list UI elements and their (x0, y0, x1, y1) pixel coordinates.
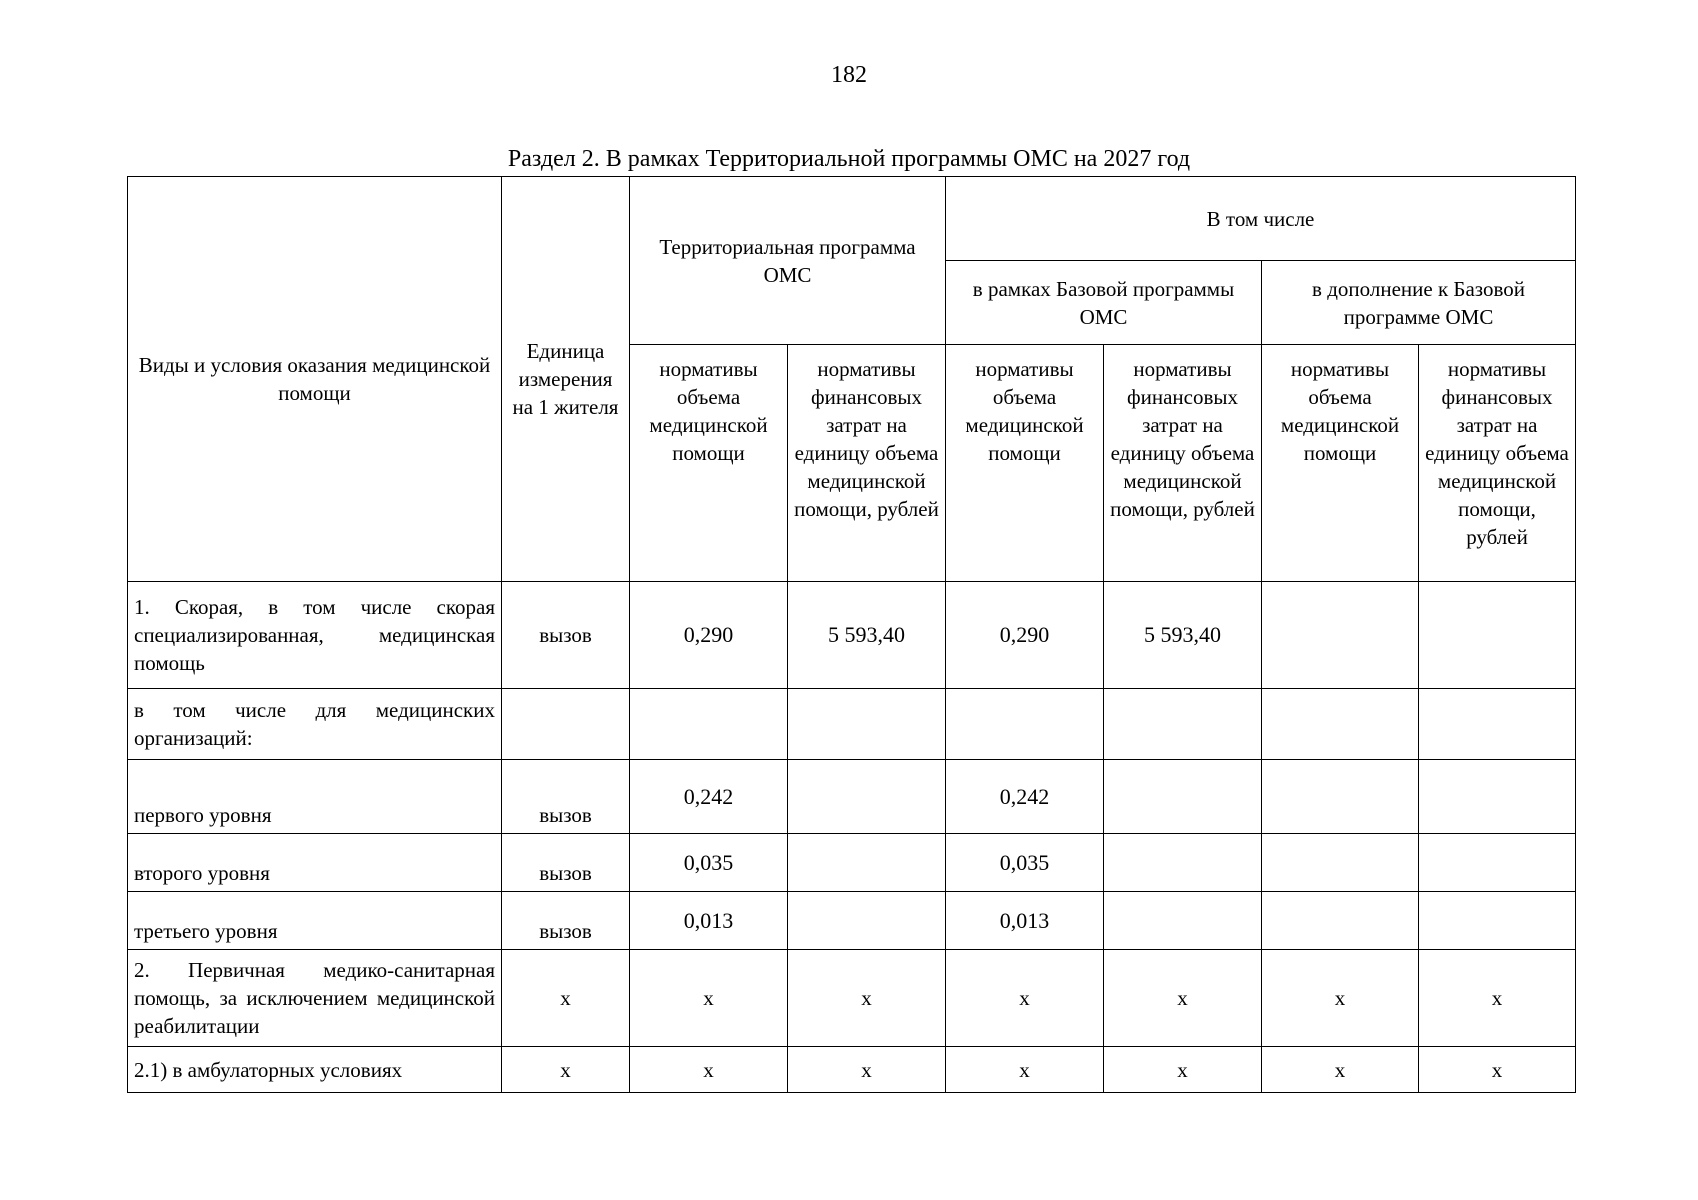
norms-table (127, 176, 1576, 1093)
add-volume-cell (1262, 582, 1419, 689)
row-label: 2. Первичная медико-санитарная помощь, за исключением медицинской реабилитации (128, 950, 502, 1047)
header-terr-volume: нормативы объема медицинской помощи (630, 345, 788, 582)
basic-volume-cell: 0,290 (946, 582, 1104, 689)
table-row (128, 834, 1576, 892)
add-cost-cell (1419, 689, 1576, 760)
table-row (128, 760, 1576, 834)
row-unit: вызов (502, 892, 630, 950)
basic-cost-cell (1104, 689, 1262, 760)
row-unit: х (502, 1047, 630, 1093)
header-add-volume: нормативы объема медицинской помощи (1262, 345, 1419, 582)
header-including: В том числе (946, 177, 1576, 261)
row-unit: вызов (502, 834, 630, 892)
table-row (128, 582, 1576, 689)
row-label: в том числе для медицинских организаций: (128, 689, 502, 760)
header-unit: Единица измерения на 1 жителя (502, 177, 630, 582)
header-basic-cost: нормативы финансовых затрат на единицу объема медицинской помощи, рублей (1104, 345, 1262, 582)
row-unit: х (502, 950, 630, 1047)
basic-cost-cell: х (1104, 1047, 1262, 1093)
basic-cost-cell (1104, 760, 1262, 834)
basic-cost-cell: 5 593,40 (1104, 582, 1262, 689)
terr-cost-cell (788, 760, 946, 834)
add-volume-cell (1262, 760, 1419, 834)
basic-volume-cell: 0,013 (946, 892, 1104, 950)
add-volume-cell (1262, 689, 1419, 760)
row-label: первого уровня (128, 760, 502, 834)
row-label: 1. Скорая, в том числе скорая специализированная, медицинская помощь (128, 582, 502, 689)
table-row (128, 892, 1576, 950)
terr-volume-cell: 0,035 (630, 834, 788, 892)
basic-volume-cell: х (946, 1047, 1104, 1093)
row-unit: вызов (502, 582, 630, 689)
add-cost-cell (1419, 760, 1576, 834)
add-cost-cell: х (1419, 1047, 1576, 1093)
terr-cost-cell: х (788, 1047, 946, 1093)
header-terr-cost: нормативы финансовых затрат на единицу объема медицинской помощи, рублей (788, 345, 946, 582)
add-cost-cell (1419, 582, 1576, 689)
header-basic: в рамках Базовой программы ОМС (946, 261, 1262, 345)
page-number: 182 (831, 62, 867, 88)
terr-volume-cell: х (630, 1047, 788, 1093)
terr-volume-cell (630, 689, 788, 760)
terr-cost-cell: х (788, 950, 946, 1047)
header-territorial: Территориальная программа ОМС (630, 177, 946, 345)
terr-volume-cell: 0,290 (630, 582, 788, 689)
terr-cost-cell (788, 834, 946, 892)
terr-volume-cell: 0,013 (630, 892, 788, 950)
header-additional: в дополнение к Базовой программе ОМС (1262, 261, 1576, 345)
basic-volume-cell (946, 689, 1104, 760)
terr-volume-cell: 0,242 (630, 760, 788, 834)
add-cost-cell (1419, 834, 1576, 892)
terr-volume-cell: х (630, 950, 788, 1047)
add-volume-cell: х (1262, 950, 1419, 1047)
basic-cost-cell (1104, 892, 1262, 950)
basic-cost-cell: х (1104, 950, 1262, 1047)
add-volume-cell (1262, 834, 1419, 892)
terr-cost-cell (788, 892, 946, 950)
table-row (128, 950, 1576, 1047)
table-row (128, 1047, 1576, 1093)
add-cost-cell (1419, 892, 1576, 950)
add-volume-cell (1262, 892, 1419, 950)
terr-cost-cell (788, 689, 946, 760)
row-unit (502, 689, 630, 760)
basic-volume-cell: 0,035 (946, 834, 1104, 892)
section-title: Раздел 2. В рамках Территориальной программы ОМС на 2027 год (507, 146, 1191, 172)
row-label: второго уровня (128, 834, 502, 892)
basic-volume-cell: 0,242 (946, 760, 1104, 834)
basic-volume-cell: х (946, 950, 1104, 1047)
header-types: Виды и условия оказания медицинской помощи (128, 177, 502, 582)
row-label: 2.1) в амбулаторных условиях (128, 1047, 502, 1093)
terr-cost-cell: 5 593,40 (788, 582, 946, 689)
table-row (128, 689, 1576, 760)
header-add-cost: нормативы финансовых затрат на единицу объема медицинской помощи, рублей (1419, 345, 1576, 582)
row-unit: вызов (502, 760, 630, 834)
header-basic-volume: нормативы объема медицинской помощи (946, 345, 1104, 582)
add-volume-cell: х (1262, 1047, 1419, 1093)
basic-cost-cell (1104, 834, 1262, 892)
row-label: третьего уровня (128, 892, 502, 950)
add-cost-cell: х (1419, 950, 1576, 1047)
